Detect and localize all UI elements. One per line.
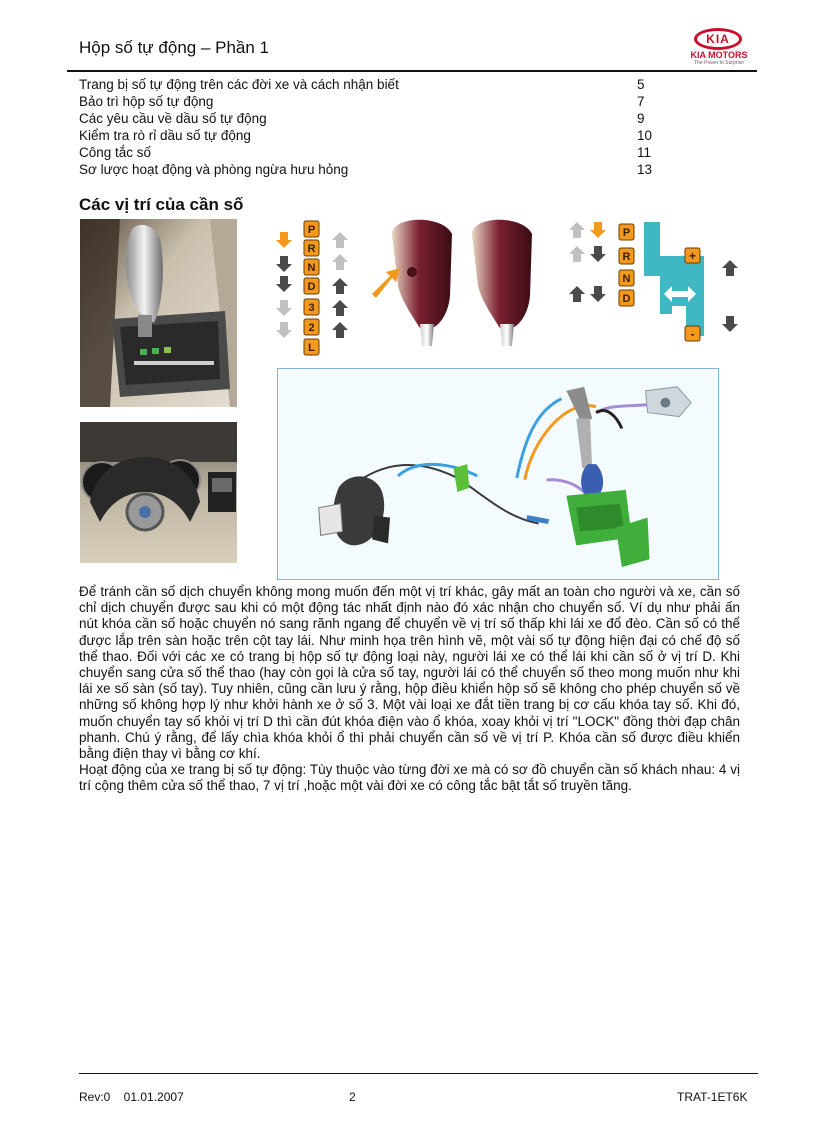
toc-label: Các yêu cầu về dầu số tự động [79,111,267,126]
shifter-console-photo [80,219,237,407]
up-arrow-icon [332,232,348,338]
toc-page-number: 7 [637,94,645,109]
gate-label: R [622,251,631,263]
toc-row [79,161,679,178]
footer-page-number: 2 [349,1090,356,1104]
shift-knob-icon [472,220,532,346]
gear-positions-diagram [272,216,752,362]
minus-label: - [690,327,695,341]
table-of-contents [79,76,679,178]
header-divider [67,70,757,72]
shift-direction-arrows-icon [569,222,606,302]
up-arrow-icon [722,260,738,276]
logo-brand-text: KIA MOTORS [690,50,748,60]
gate-label: N [622,273,631,285]
body-text [79,584,740,795]
paragraph: Hoạt động của xe trang bị số tự động: Tùy thuộc vào từng đời xe mà có sơ đồ chuyển cần số khách nhau: 4 vị trí cộng thêm cửa số thể thao, 7 vị trí ,hoặc một vài đời xe có công tắc bật tắt số truyền tăng. [79,762,740,794]
toc-label: Bảo trì hộp số tự động [79,94,214,109]
down-arrow-icon [276,232,292,338]
gate-label: L [308,342,315,354]
gate-label: D [622,293,631,305]
footer-revision: Rev:0 01.01.2007 [79,1090,184,1104]
gate-label: P [622,227,631,239]
paragraph: Để tránh cần số dịch chuyển không mong muốn đến một vị trí khác, gây mất an toàn cho người và xe, cần số chỉ dịch chuyển được sau khi có một động tác nhất định nào đó xác nhận cho chuyển số. Ví dụ như phải ấn nút khóa cần số hoặc chuyển nó sang rãnh ngang để chuyển về vị trí số thấp khi lái xe đổ đèo. Cần số có thể được lắp trên sàn hoặc trên cột tay lái. Như minh họa trên hình vẽ, một vài số tự động hiện đại có chế độ số thể thao. Đối với các xe có trang bị hộp số tự động loại này, người lái xe có thể lái khi cần số ở vị trí D. Khi chuyển sang cửa số thể thao (hay còn gọi là cửa số tay, người lái có thể chuyển số theo mong muốn như khi lái xe số sàn (số tay). Tuy nhiên, cũng cần lưu ý rằng, hộp điều khiển hộp số sẽ không cho phép chuyển số về những số không hợp lý như khởi hành xe ở số 3. Một vài loại xe đắt tiền trang bị cơ cấu khóa tay số. Khi đó, muốn chuyển tay số khỏi vị trí D thì cần đút khóa điện vào ổ khóa, xoay khỏi vị trí "LOCK" đồng thời đạp chân phanh. Chú ý rằng, để lấy chìa khóa khỏi ổ thì phải chuyển cần số về vị trí P. Khóa cần số được điều khiển bằng điện thay vì bằng cơ khí. [79,584,740,762]
gate-label: P [307,224,316,236]
sport-gate-icon [644,222,704,336]
footer-divider [79,1073,758,1074]
toc-label: Sơ lược hoạt động và phòng ngừa hưu hỏng [79,162,349,177]
toc-label: Kiểm tra rò rỉ dầu số tự động [79,128,251,143]
plus-label: + [688,249,697,263]
kia-oval-emblem: KIA [694,28,742,50]
toc-page-number: 5 [637,77,645,92]
toc-row [79,76,679,93]
gate-label: R [307,243,316,255]
toc-label: Trang bị số tự động trên các đời xe và cách nhận biết [79,77,399,92]
push-arrow-icon [372,268,400,298]
gate-label: 3 [308,302,315,314]
toc-page-number: 13 [637,162,653,177]
logo-tagline: The Power to Surprise [694,60,744,66]
dashboard-photo [80,422,237,563]
gate-label: N [307,262,316,274]
toc-row [79,93,679,110]
shift-lock-mechanism-diagram [277,368,719,580]
toc-row [79,127,679,144]
toc-label: Công tắc số [79,145,152,160]
toc-page-number: 10 [637,128,653,143]
toc-page-number: 11 [637,145,652,160]
toc-page-number: 9 [637,111,645,126]
section-heading: Các vị trí của cần số [79,195,244,214]
toc-row [79,144,679,161]
shift-knob-icon [392,220,452,346]
toc-row [79,110,679,127]
down-arrow-icon [722,316,738,332]
page-title: Hộp số tự động – Phần 1 [79,38,270,57]
gate-label: 2 [308,322,315,334]
kia-motors-logo [680,28,758,66]
gate-label: D [307,281,316,293]
footer-doc-code: TRAT-1ET6K [677,1090,748,1104]
